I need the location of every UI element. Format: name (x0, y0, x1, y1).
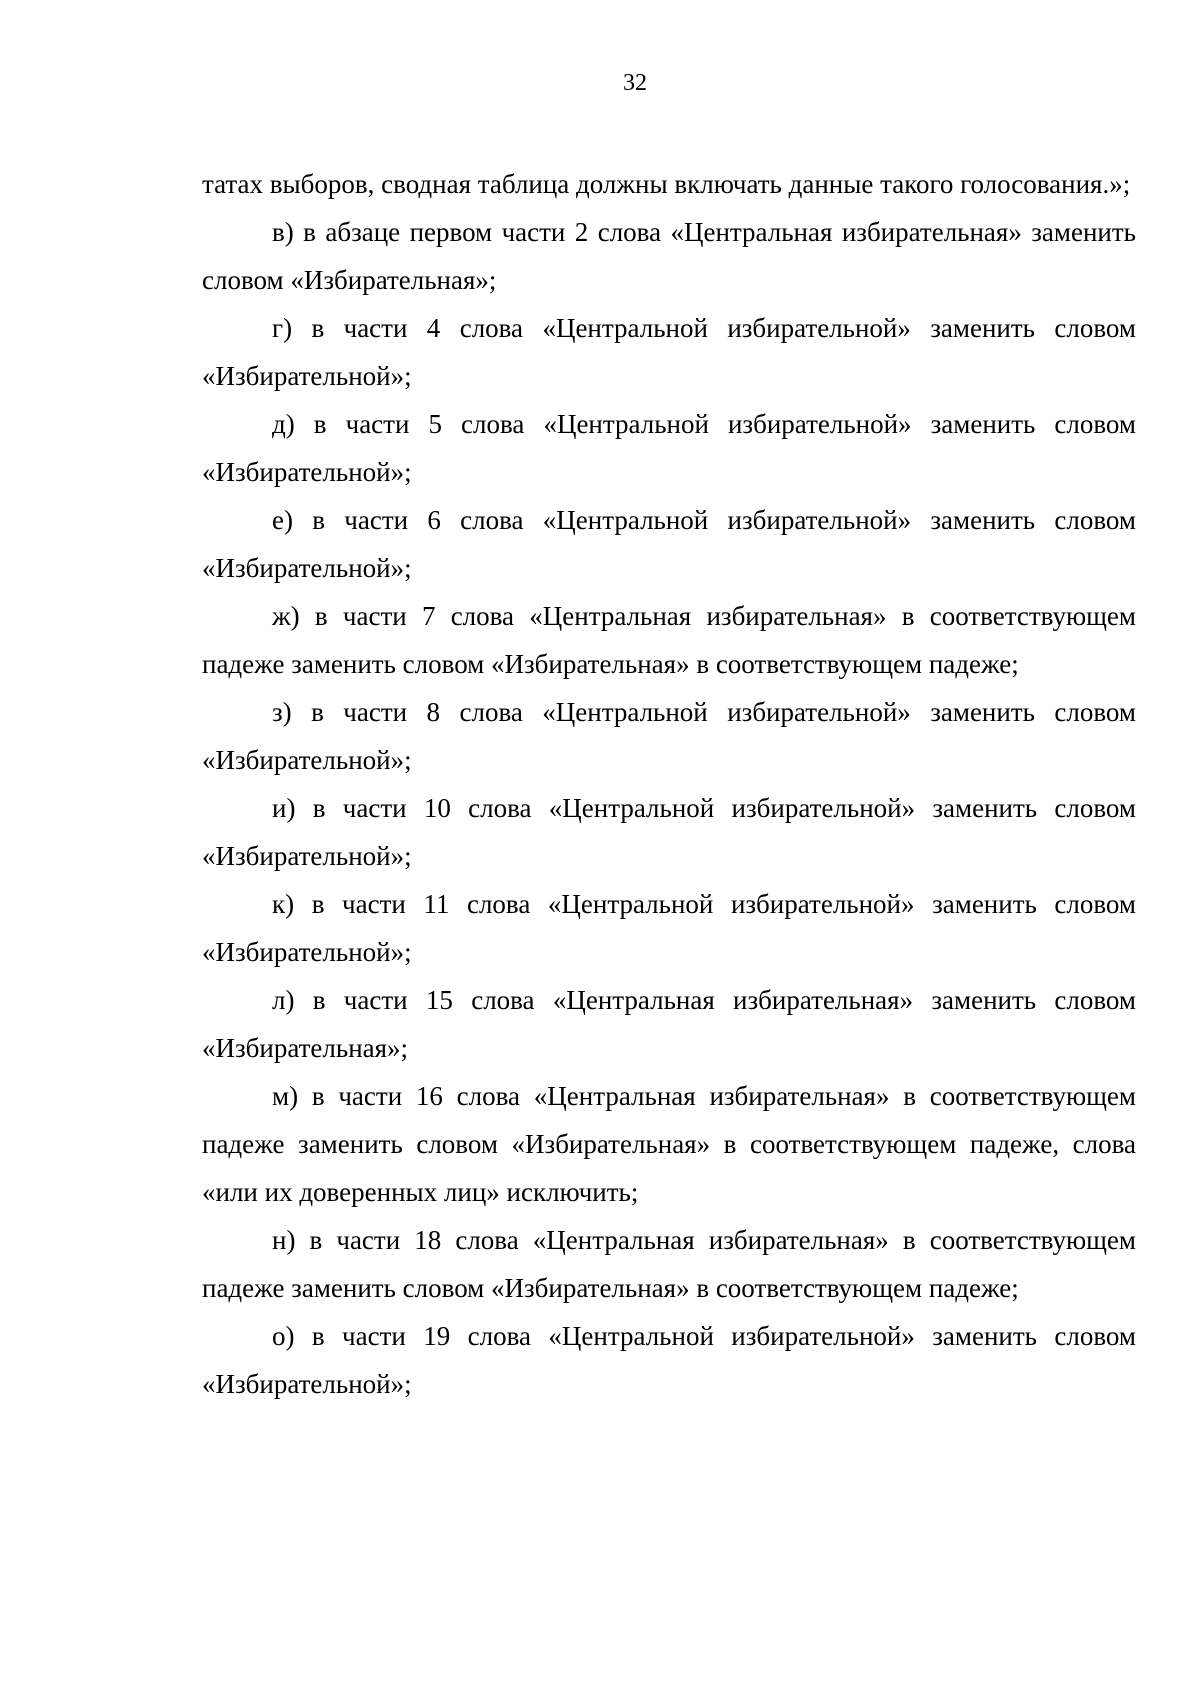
paragraph-continuation: татах выборов, сводная таблица должны включать данные такого голосования.»; (202, 169, 1131, 199)
paragraph-item-e: е) в части 6 слова «Центральной избирательной» заменить словом «Избирательной»; (202, 505, 1136, 583)
paragraph-item-o: о) в части 19 слова «Центральной избирательной» заменить словом «Избирательной»; (202, 1321, 1136, 1399)
paragraph-item-k: к) в части 11 слова «Центральной избирательной» заменить словом «Избирательной»; (202, 889, 1136, 967)
paragraph-item-g: г) в части 4 слова «Центральной избирательной» заменить словом «Избирательной»; (202, 313, 1136, 391)
document-body (202, 160, 1136, 1408)
paragraph-item-z: з) в части 8 слова «Центральной избирательной» заменить словом «Избирательной»; (202, 697, 1136, 775)
paragraph-item-zh: ж) в части 7 слова «Центральная избирательная» в соответствующем падеже заменить словом «Избирательная» в соответствующем падеже; (202, 601, 1136, 679)
paragraph-item-d: д) в части 5 слова «Центральной избирательной» заменить словом «Избирательной»; (202, 409, 1136, 487)
page-number: 32 (623, 70, 647, 96)
paragraph-item-l: л) в части 15 слова «Центральная избирательная» заменить словом «Избирательная»; (202, 985, 1136, 1063)
paragraph-item-v: в) в абзаце первом части 2 слова «Центральная избирательная» заменить словом «Избирательная»; (202, 217, 1136, 295)
paragraph-item-i: и) в части 10 слова «Центральной избирательной» заменить словом «Избирательной»; (202, 793, 1136, 871)
paragraph-item-n: н) в части 18 слова «Центральная избирательная» в соответствующем падеже заменить словом «Избирательная» в соответствующем падеже; (202, 1225, 1136, 1303)
paragraph-item-m: м) в части 16 слова «Центральная избирательная» в соответствующем падеже заменить словом «Избирательная» в соответствующем падеже, слова «или их доверенных лиц» исключить; (202, 1081, 1136, 1207)
